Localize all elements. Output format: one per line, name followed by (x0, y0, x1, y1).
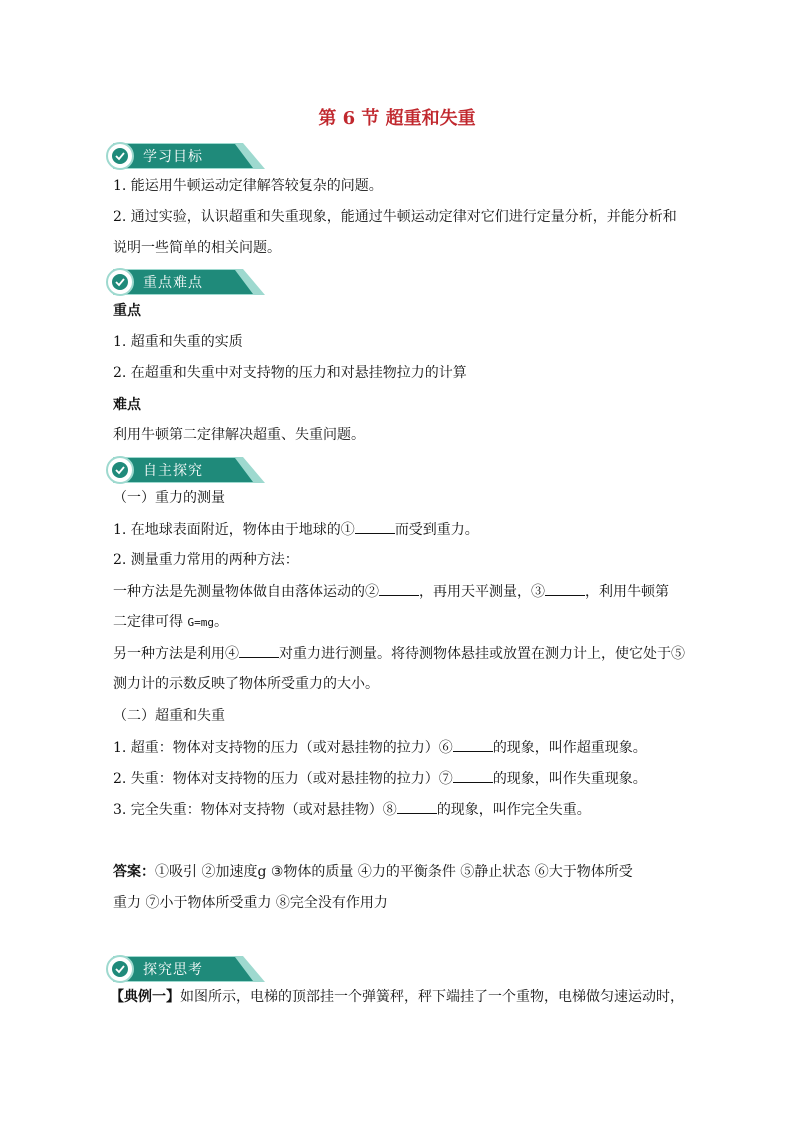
explore-line-2: 2. 测量重力常用的两种方法： (113, 552, 299, 568)
difficulty-item-1: 利用牛顿第二定律解决超重、失重问题。 (113, 427, 365, 443)
key-label: 重点 (113, 303, 141, 319)
fill-blank-8 (397, 799, 437, 814)
explore-subheading-2: （二）超重和失重 (113, 708, 225, 724)
weightless-item: 2. 失重：物体对支持物的压力（或对悬挂物的拉力）⑦ 的现象，叫作失重现象。 (113, 768, 693, 789)
section-label: 自主探究 (143, 463, 203, 479)
answer-line-1: 答案：①吸引 ②加速度g ③物体的质量 ④力的平衡条件 ⑤静止状态 ⑥大于物体所受 (113, 864, 633, 880)
explore-subheading-1: （一）重力的测量 (113, 490, 225, 506)
example-label: 【典例一】 (110, 989, 180, 1005)
fill-blank-1 (355, 519, 395, 534)
answer-label: 答案： (113, 864, 155, 880)
complete-weightless-item: 3. 完全失重：物体对支持物（或对悬挂物）⑧ 的现象，叫作完全失重。 (113, 799, 693, 820)
goal-item-1: 1. 能运用牛顿运动定律解答较复杂的问题。 (113, 178, 383, 194)
section-banner-keypoints (103, 267, 269, 297)
section-label: 探究思考 (143, 962, 203, 978)
explore-line-4: 二定律可得 G=mg。 (113, 614, 228, 630)
answer-line-2: 重力 ⑦小于物体所受重力 ⑧完全没有作用力 (113, 895, 388, 911)
goal-item-2-cont: 说明一些简单的相关问题。 (113, 240, 281, 256)
explore-line-3: 一种方法是先测量物体做自由落体运动的② ，再用天平测量，③ ，利用牛顿第 (113, 581, 693, 602)
overweight-item: 1. 超重：物体对支持物的压力（或对悬挂物的拉力）⑥ 的现象，叫作超重现象。 (113, 737, 693, 758)
key-item-1: 1. 超重和失重的实质 (113, 334, 243, 350)
explore-line-5: 另一种方法是利用④ 对重力进行测量。将待测物体悬挂或放置在测力计上，使它处于⑤ (113, 643, 693, 664)
goal-item-2: 2. 通过实验，认识超重和失重现象，能通过牛顿运动定律对它们进行定量分析，并能分析和 (113, 209, 677, 225)
formula: G=mg (187, 616, 214, 629)
section-banner-explore (103, 455, 269, 485)
explore-line-6: 测力计的示数反映了物体所受重力的大小。 (113, 676, 379, 692)
section-banner-think (103, 954, 269, 984)
fill-blank-4 (239, 643, 279, 658)
fill-blank-7 (453, 768, 493, 783)
section-banner-goals (103, 141, 269, 171)
fill-blank-3 (545, 581, 585, 596)
fill-blank-6 (453, 737, 493, 752)
example-1: 【典例一】如图所示，电梯的顶部挂一个弹簧秤，秤下端挂了一个重物，电梯做匀速运动时， (110, 989, 684, 1005)
explore-line-1: 1. 在地球表面附近，物体由于地球的① 而受到重力。 (113, 519, 693, 540)
difficulty-label: 难点 (113, 397, 141, 413)
section-label: 重点难点 (143, 275, 203, 291)
key-item-2: 2. 在超重和失重中对支持物的压力和对悬挂物拉力的计算 (113, 365, 467, 381)
page-title: 第 6 节 超重和失重 (318, 108, 476, 129)
section-label: 学习目标 (143, 149, 203, 165)
fill-blank-2 (379, 581, 419, 596)
